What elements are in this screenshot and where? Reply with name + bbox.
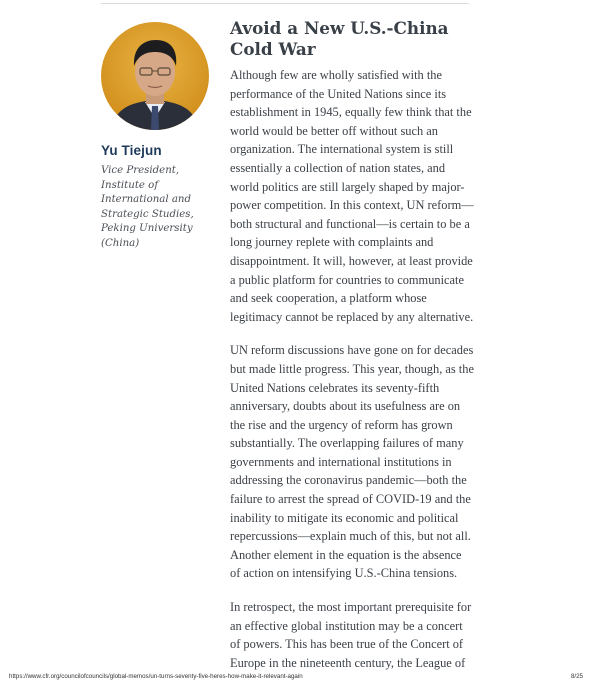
top-divider	[101, 3, 469, 4]
author-photo	[101, 22, 209, 130]
article-paragraph-3: In retrospect, the most important prerequisite for an effective global institution may be a concert of powers. This has been true of the Concert of Europe in the nineteenth century, the League of	[230, 600, 472, 670]
article-body	[230, 18, 474, 672]
footer-page-number: 8/25	[570, 673, 583, 680]
author-role: Vice President, Institute of International and Strategic Studies, Peking University (China)	[101, 165, 194, 249]
author-name: Yu Tiejun	[101, 143, 162, 158]
article-paragraph-1: Although few are wholly satisfied with the performance of the United Nations since its establishment in 1945, equally few think that the world would be better off without such an organization. The international system is still essentially a collection of nation states, and world politics are still largely shaped by major-power competition. In this context, UN reform—both structural and functional—is certain to be a long journey replete with complaints and disappointment. It will, however, at least provide a public platform for countries to communicate and seek cooperation, a platform whose legitimacy cannot be replaced by any alternative.	[230, 68, 474, 324]
author-sidebar	[101, 22, 221, 251]
avatar	[101, 22, 209, 130]
footer-url: https://www.cfr.org/councilofcouncils/global-memos/un-turns-seventy-five-heres-how-make-it-relevant-again	[9, 673, 303, 680]
article-title: Avoid a New U.S.-China Cold War	[230, 18, 449, 59]
article-paragraph-2: UN reform discussions have gone on for decades but made little progress. This year, though, as the United Nations celebrates its seventy-fifth anniversary, doubts about its usefulness are on the rise and the urgency of reform has grown substantially. The overlapping failures of many governments and international institutions in addressing the coronavirus pandemic—both the failure to arrest the spread of COVID-19 and the inability to mitigate its economic and political repercussions—explain much of this, but not all. Another element in the equation is the absence of action on intensifying U.S.-China tensions.	[230, 343, 474, 581]
